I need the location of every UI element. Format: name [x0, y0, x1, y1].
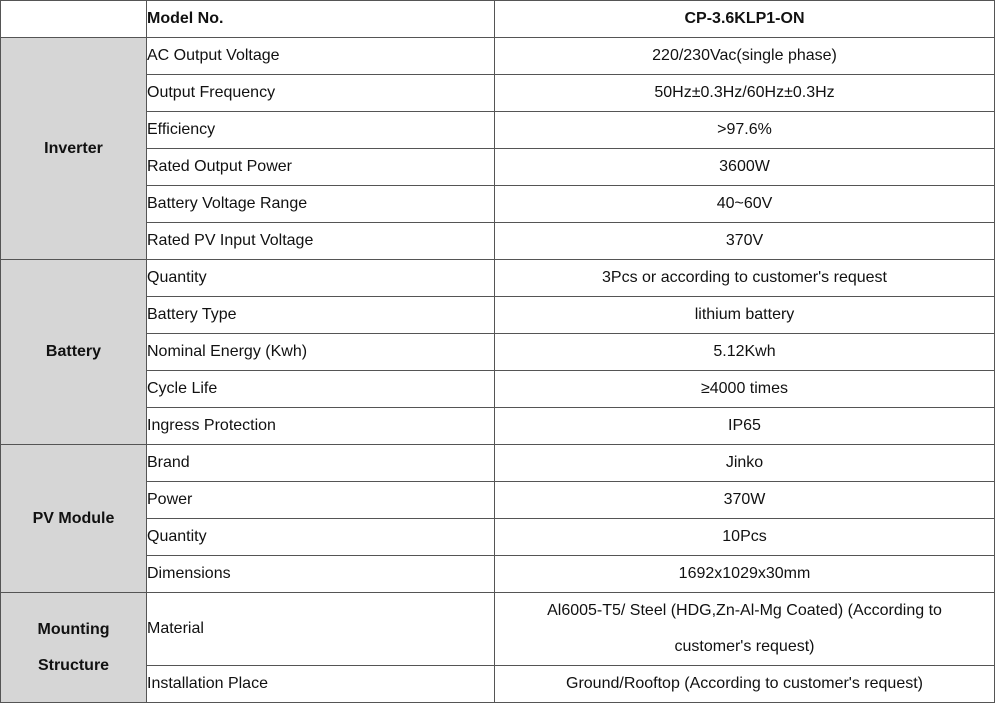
row-label: AC Output Voltage [147, 38, 495, 75]
row-value-line: Al6005-T5/ Steel (HDG,Zn-Al-Mg Coated) (According to [547, 602, 942, 619]
table-row [1, 38, 995, 75]
row-value: 3Pcs or according to customer's request [495, 260, 995, 297]
row-label: Dimensions [147, 556, 495, 593]
row-label: Material [147, 593, 495, 666]
group-label-inverter: Inverter [1, 38, 147, 260]
row-value: ≥4000 times [495, 371, 995, 408]
group-label-battery: Battery [1, 260, 147, 445]
group-label-pv-module: PV Module [1, 445, 147, 593]
row-label: Output Frequency [147, 75, 495, 112]
row-label: Ingress Protection [147, 408, 495, 445]
row-label: Rated Output Power [147, 149, 495, 186]
row-value [495, 593, 995, 666]
header-row [1, 1, 995, 38]
table-row [1, 112, 995, 149]
table-row [1, 666, 995, 703]
row-label: Efficiency [147, 112, 495, 149]
row-value: 40~60V [495, 186, 995, 223]
table-row [1, 149, 995, 186]
group-label-line: Structure [37, 656, 110, 674]
row-label: Nominal Energy (Kwh) [147, 334, 495, 371]
row-label: Battery Type [147, 297, 495, 334]
row-value: 5.12Kwh [495, 334, 995, 371]
header-label: Model No. [147, 1, 495, 38]
table-row [1, 519, 995, 556]
row-label: Rated PV Input Voltage [147, 223, 495, 260]
table-row [1, 445, 995, 482]
row-label: Quantity [147, 260, 495, 297]
row-value: 10Pcs [495, 519, 995, 556]
row-value: 1692x1029x30mm [495, 556, 995, 593]
row-label: Power [147, 482, 495, 519]
table-row [1, 371, 995, 408]
table-row [1, 556, 995, 593]
row-label: Brand [147, 445, 495, 482]
row-label: Battery Voltage Range [147, 186, 495, 223]
row-label: Quantity [147, 519, 495, 556]
row-value: 50Hz±0.3Hz/60Hz±0.3Hz [495, 75, 995, 112]
row-label: Cycle Life [147, 371, 495, 408]
row-value: lithium battery [495, 297, 995, 334]
corner-cell [1, 1, 147, 38]
row-value: Ground/Rooftop (According to customer's request) [495, 666, 995, 703]
row-value: Jinko [495, 445, 995, 482]
group-label-line: Mounting [37, 620, 110, 638]
table-row [1, 260, 995, 297]
row-value: IP65 [495, 408, 995, 445]
row-value: 370V [495, 223, 995, 260]
row-value: >97.6% [495, 112, 995, 149]
table-row [1, 334, 995, 371]
row-value: 370W [495, 482, 995, 519]
row-value: 3600W [495, 149, 995, 186]
table-row [1, 186, 995, 223]
header-value: CP-3.6KLP1-ON [495, 1, 995, 38]
row-value: 220/230Vac(single phase) [495, 38, 995, 75]
table-row [1, 482, 995, 519]
table-row [1, 223, 995, 260]
table-row [1, 75, 995, 112]
row-value-line: customer's request) [674, 638, 815, 655]
group-label-mounting-structure [1, 593, 147, 703]
table-row [1, 593, 995, 666]
row-label: Installation Place [147, 666, 495, 703]
table-row [1, 297, 995, 334]
table-row [1, 408, 995, 445]
